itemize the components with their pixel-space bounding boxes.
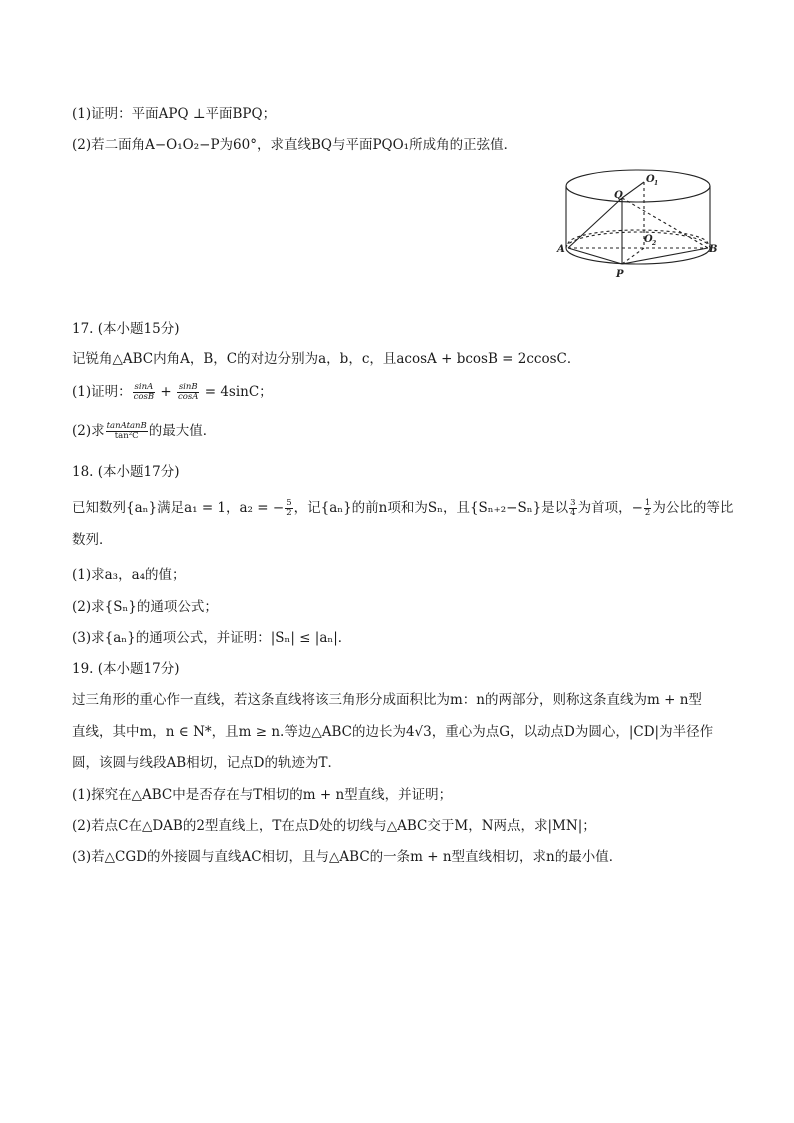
q19-stem-line1: 过三角形的重心作一直线，若这条直线将该三角形分成面积比为m：n的两部分，则称这条直线为m + n型	[72, 692, 702, 708]
q17-part2-suffix: 的最大值．	[148, 423, 217, 439]
label-o2-sub: 2	[652, 240, 657, 247]
label-b: B	[709, 244, 718, 255]
q16-part1: (1)证明：平面APQ ⊥平面BPQ；	[72, 106, 277, 122]
label-p: P	[616, 269, 624, 280]
q18-stem-line1	[72, 498, 733, 518]
fraction-denominator: 4	[570, 508, 576, 518]
fraction-denominator: 2	[644, 508, 651, 518]
q17-header: 17. (本小题15分)	[72, 321, 180, 337]
q17-part1-rhs: = 4sinC；	[204, 384, 273, 400]
q18-part3: (3)求{aₙ}的通项公式，并证明：|Sₙ| ≤ |aₙ|．	[72, 630, 352, 646]
q19-stem-line3: 圆，该圆与线段AB相切，记点D的轨迹为T．	[72, 755, 341, 771]
label-o1: O	[646, 174, 655, 185]
fraction-numerator: sinB	[178, 382, 198, 392]
q17-part2-prefix: (2)求	[72, 423, 105, 439]
fraction-numerator: tanAtanB	[106, 421, 147, 431]
q18-header: 18. (本小题17分)	[72, 464, 180, 480]
fraction-numerator: 3	[570, 498, 576, 508]
bottom-front-arc	[566, 248, 710, 264]
q18-stem-part: 已知数列{aₙ}满足a₁ = 1，a₂ = −	[72, 500, 285, 516]
label-o1-sub: 1	[654, 180, 659, 187]
q18-stem-line2: 数列．	[72, 532, 113, 548]
q17-part2	[72, 421, 216, 441]
q19-stem-line2: 直线，其中m，n ∈ N*，且m ≥ n.等边△ABC的边长为4√3，重心为点G，以动点D为圆心，|CD|为半径作	[72, 724, 714, 740]
q18-stem-part: 为首项，−	[577, 500, 643, 516]
q19-part3: (3)若△CGD的外接圆与直线AC相切，且与△ABC的一条m + n型直线相切，求n的最小值．	[72, 849, 623, 865]
q19-header: 19. (本小题17分)	[72, 661, 180, 677]
q18-part1: (1)求a₃，a₄的值；	[72, 567, 186, 583]
label-a: A	[557, 244, 565, 255]
fraction-numerator: sinA	[134, 382, 154, 392]
fraction-denominator: cosB	[133, 392, 155, 402]
bottom-back-arc	[566, 232, 710, 248]
q17-stem: 记锐角△ABC内角A，B，C的对边分别为a，b，c，且acosA + bcosB = 2ccosC．	[72, 351, 581, 367]
q18-stem-part: 为公比的等比	[652, 500, 734, 516]
fraction	[133, 383, 156, 402]
qb-line	[622, 198, 708, 248]
fraction-denominator: tan²C	[114, 431, 139, 441]
q18-stem-part: ，记{aₙ}的前n项和为Sₙ，且{Sₙ₊₂−Sₙ}是以	[293, 500, 569, 516]
fraction	[644, 499, 651, 518]
q-o1-line	[622, 182, 644, 198]
fraction	[177, 383, 199, 402]
q19-part1: (1)探究在△ABC中是否存在与T相切的m + n型直线，并证明；	[72, 787, 453, 803]
fraction-numerator: 1	[644, 498, 651, 508]
q16-part2: (2)若二面角A−O₁O₂−P为60°，求直线BQ与平面PQO₁所成角的正弦值．	[72, 137, 518, 153]
fraction-numerator: 5	[286, 498, 292, 508]
aq-line	[568, 198, 622, 248]
pb-line	[622, 248, 708, 264]
fraction	[569, 499, 576, 518]
mid-dash-arc	[568, 230, 708, 244]
q17-part1: (1)证明： $\frac{\sin A}{\cos B}$ + $\frac{\sin B}{\cos A}$ = 4sinC；	[72, 382, 273, 402]
q18-part2: (2)求{Sₙ}的通项公式；	[72, 599, 218, 615]
fraction	[106, 422, 148, 441]
fraction	[285, 499, 292, 518]
fraction-denominator: cosA	[178, 392, 199, 402]
cylinder-figure	[556, 160, 716, 284]
label-o2: O	[644, 234, 653, 245]
q17-part1-prefix: (1)证明：	[72, 384, 132, 400]
label-q: Q	[614, 190, 623, 201]
q19-part2: (2)若点C在△DAB的2型直线上，T在点D处的切线与△ABC交于M，N两点，求|MN|；	[72, 818, 596, 834]
fraction-denominator: 2	[286, 508, 292, 518]
